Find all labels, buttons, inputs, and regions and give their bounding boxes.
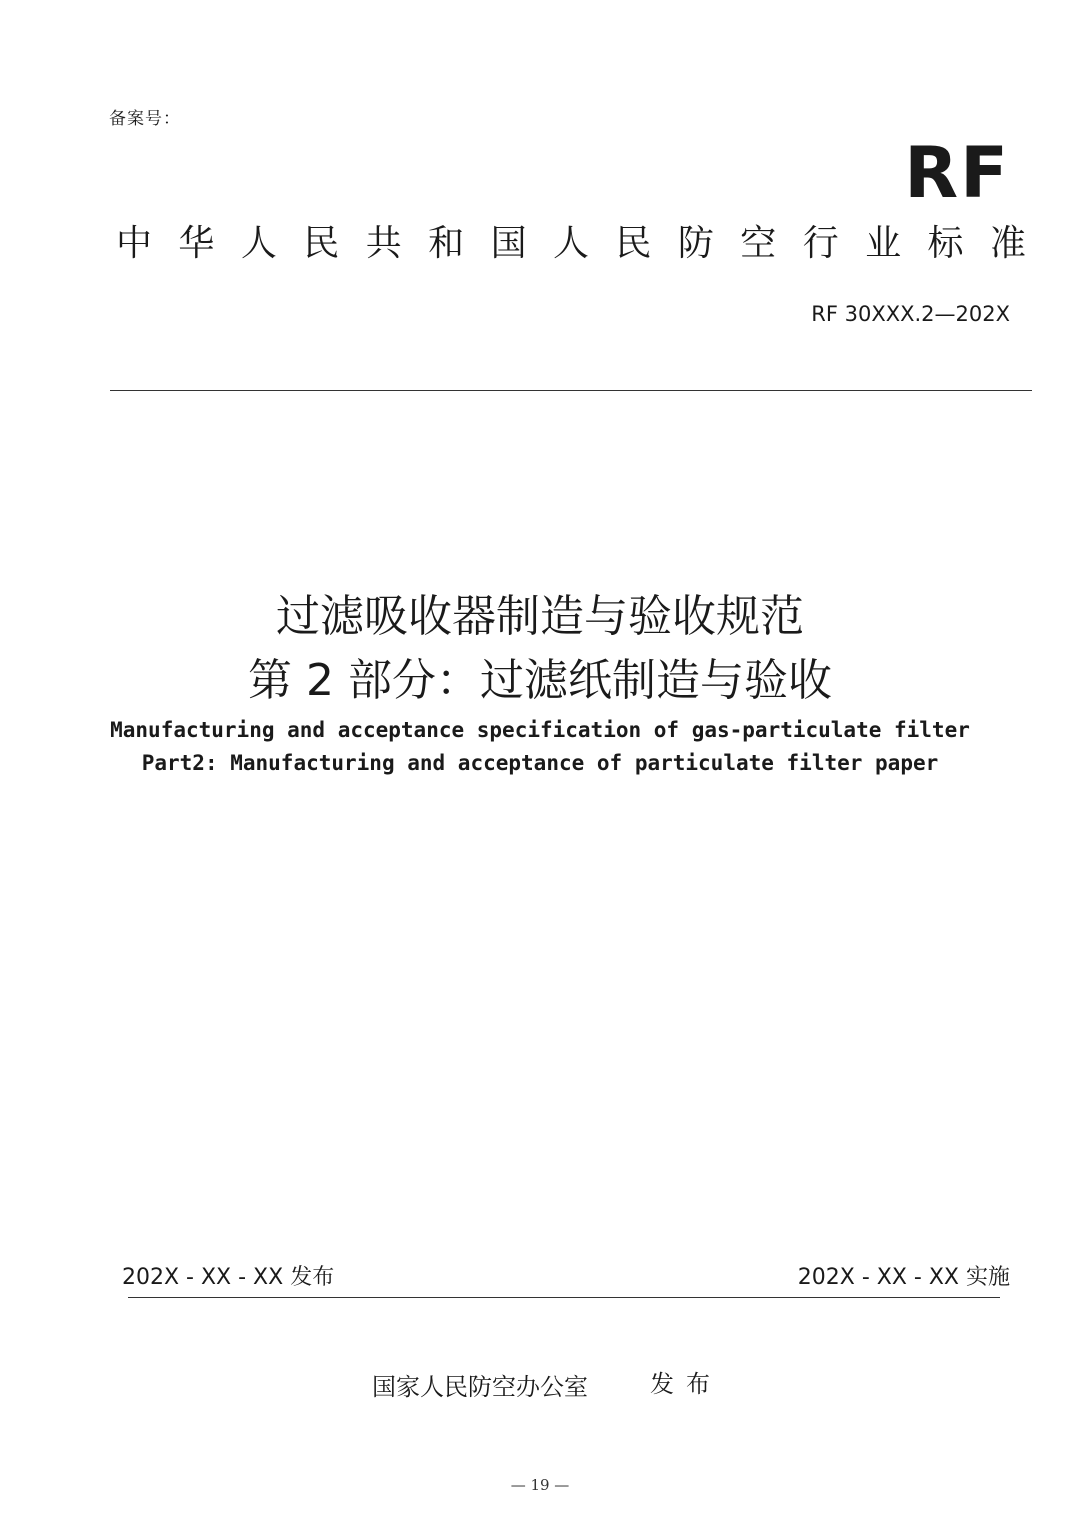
issuer-name: 国家人民防空办公室 [372,1373,588,1401]
issue-label: 发布 [650,1370,722,1398]
bottom-divider [128,1297,1000,1298]
implement-date: 202X - XX - XX 实施 [797,1265,1010,1290]
title-en-line1: Manufacturing and acceptance specification of gas-particulate filter [110,718,970,742]
title-en-line2: Part2: Manufacturing and acceptance of particulate filter paper [141,751,939,775]
rf-logo: RF [904,132,1010,214]
filing-number-label: 备案号： [109,109,181,129]
title-cn-line1: 过滤吸收器制造与验收规范 [276,591,804,642]
release-date: 202X - XX - XX 发布 [122,1265,335,1290]
title-cn-line2: 第 2 部分：过滤纸制造与验收 [248,655,832,706]
top-divider [110,390,1032,391]
standard-category-title: 中 华 人 民 共 和 国 人 民 防 空 行 业 标 准 [116,223,1026,264]
standard-number: RF 30XXX.2—202X [811,302,1010,326]
page-number: — 19 — [510,1476,570,1494]
